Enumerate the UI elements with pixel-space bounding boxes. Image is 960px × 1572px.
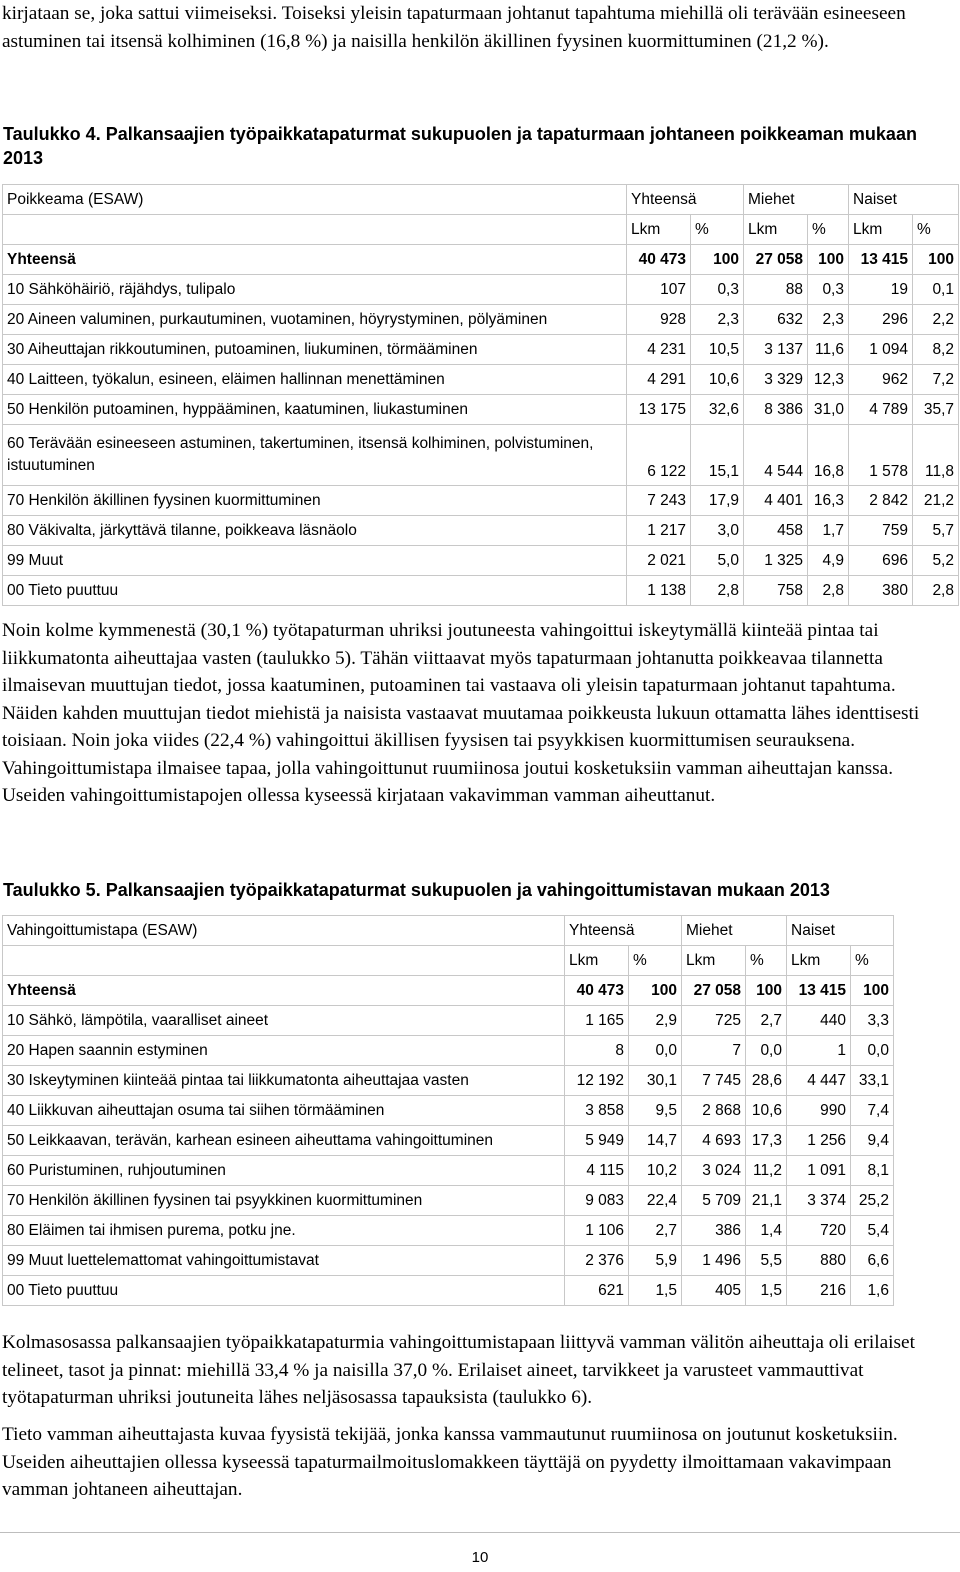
value-cell: 1 094 <box>849 335 913 365</box>
value-cell: 1,5 <box>629 1276 682 1306</box>
row-label: 30 Iskeytyminen kiinteää pintaa tai liikkumatonta aiheuttajaa vasten <box>3 1066 565 1096</box>
value-cell: 0,1 <box>913 275 959 305</box>
table5-subheader: Lkm <box>787 946 851 976</box>
value-cell: 2,8 <box>808 576 849 606</box>
value-cell: 2 376 <box>565 1246 629 1276</box>
table5-caption: Taulukko 5. Palkansaajien työpaikkatapaturmat sukupuolen ja vahingoittumistavan mukaan 2013 <box>3 880 830 900</box>
value-cell: 100 <box>808 245 849 275</box>
value-cell: 1,5 <box>746 1276 787 1306</box>
value-cell: 21,2 <box>913 486 959 516</box>
value-cell: 10,6 <box>691 365 744 395</box>
value-cell: 5,5 <box>746 1246 787 1276</box>
row-label: 99 Muut luettelemattomat vahingoittumistavat <box>3 1246 565 1276</box>
middle-paragraph: Noin kolme kymmenestä (30,1 %) työtapaturman uhriksi joutuneesta vahingoittui iskeytymällä kiinteää pintaa tai liikkumatonta aiheuttajaa vasten (taulukko 5). Tähän viittaavat myös tapaturmaan johtanutta poikkeavaa tilannetta ilmaisevan muuttujan tiedot, jossa kaatuminen, putoaminen tai vastaava oli yleisin tapaturmaan johtanut tapahtuma. Näiden kahden muuttujan tiedot miehistä ja naisista vastaavat muutamaa poikkeusta lukuun ottamatta lähes identtisesti toisiaan. Noin joka viides (22,4 %) vahingoittui äkillisen fyysisen tai psyykkisen kuormittumisen seurauksena. Vahingoittumistapa ilmaisee tapaa, jolla vahingoittunut ruumiinosa joutui kosketuksiin vamman aiheuttajan kanssa. Useiden vahingoittumistapojen ollessa kyseessä kirjataan vakavimman vamman aiheuttanut. <box>2 620 920 806</box>
value-cell: 1,7 <box>808 516 849 546</box>
value-cell: 11,6 <box>808 335 849 365</box>
value-cell: 1,4 <box>746 1216 787 1246</box>
table5-subheader: % <box>629 946 682 976</box>
value-cell: 3 329 <box>744 365 808 395</box>
table-row <box>3 305 959 335</box>
value-cell: 10,5 <box>691 335 744 365</box>
value-cell: 12,3 <box>808 365 849 395</box>
value-cell: 758 <box>744 576 808 606</box>
value-cell: 33,1 <box>851 1066 894 1096</box>
row-label: 70 Henkilön äkillinen fyysinen kuormittuminen <box>3 486 627 516</box>
value-cell: 2 868 <box>682 1096 746 1126</box>
value-cell: 3 858 <box>565 1096 629 1126</box>
value-cell: 40 473 <box>565 976 629 1006</box>
value-cell: 2,7 <box>629 1216 682 1246</box>
value-cell: 2,3 <box>691 305 744 335</box>
row-label: 50 Henkilön putoaminen, hyppääminen, kaatuminen, liukastuminen <box>3 395 627 425</box>
value-cell: 4 447 <box>787 1066 851 1096</box>
table4-subheader: Lkm <box>849 215 913 245</box>
table4-caption: Taulukko 4. Palkansaajien työpaikkatapaturmat sukupuolen ja tapaturmaan johtaneen poikkeaman mukaan 2013 <box>3 124 917 168</box>
table-row <box>3 1216 894 1246</box>
value-cell: 0,0 <box>746 1036 787 1066</box>
value-cell: 5,9 <box>629 1246 682 1276</box>
value-cell: 14,7 <box>629 1126 682 1156</box>
value-cell: 928 <box>627 305 691 335</box>
value-cell: 10,6 <box>746 1096 787 1126</box>
row-label: 00 Tieto puuttuu <box>3 576 627 606</box>
value-cell: 4,9 <box>808 546 849 576</box>
value-cell: 7,2 <box>913 365 959 395</box>
table4-subheader-row <box>3 215 959 245</box>
value-cell: 9,4 <box>851 1126 894 1156</box>
table5-group-header: Yhteensä <box>565 916 682 946</box>
table4-header-row <box>3 185 959 215</box>
table4-group-header: Naiset <box>849 185 959 215</box>
footer-divider <box>0 1532 960 1533</box>
table-row <box>3 516 959 546</box>
value-cell: 19 <box>849 275 913 305</box>
value-cell: 6,6 <box>851 1246 894 1276</box>
value-cell: 990 <box>787 1096 851 1126</box>
value-cell: 3,3 <box>851 1006 894 1036</box>
value-cell: 17,3 <box>746 1126 787 1156</box>
value-cell: 216 <box>787 1276 851 1306</box>
value-cell: 1 138 <box>627 576 691 606</box>
table-row <box>3 1186 894 1216</box>
table-row <box>3 1156 894 1186</box>
value-cell: 1 217 <box>627 516 691 546</box>
table-row <box>3 425 959 486</box>
value-cell: 16,3 <box>808 486 849 516</box>
row-label: 50 Leikkaavan, terävän, karhean esineen aiheuttama vahingoittuminen <box>3 1126 565 1156</box>
value-cell: 9,5 <box>629 1096 682 1126</box>
value-cell: 759 <box>849 516 913 546</box>
table4-group-header: Yhteensä <box>627 185 744 215</box>
value-cell: 31,0 <box>808 395 849 425</box>
value-cell: 0,3 <box>691 275 744 305</box>
value-cell: 2,7 <box>746 1006 787 1036</box>
value-cell: 17,9 <box>691 486 744 516</box>
value-cell: 621 <box>565 1276 629 1306</box>
value-cell: 4 115 <box>565 1156 629 1186</box>
row-label: 80 Väkivalta, järkyttävä tilanne, poikkeava läsnäolo <box>3 516 627 546</box>
value-cell: 27 058 <box>682 976 746 1006</box>
value-cell: 962 <box>849 365 913 395</box>
value-cell: 13 415 <box>849 245 913 275</box>
table-row <box>3 275 959 305</box>
table4-label-header: Poikkeama (ESAW) <box>3 185 627 215</box>
row-label: 99 Muut <box>3 546 627 576</box>
value-cell: 21,1 <box>746 1186 787 1216</box>
table-row <box>3 335 959 365</box>
value-cell: 100 <box>851 976 894 1006</box>
table4-subheader: % <box>808 215 849 245</box>
value-cell: 296 <box>849 305 913 335</box>
row-label: 60 Puristuminen, ruhjoutuminen <box>3 1156 565 1186</box>
row-label: 10 Sähköhäiriö, räjähdys, tulipalo <box>3 275 627 305</box>
value-cell: 8,2 <box>913 335 959 365</box>
value-cell: 10,2 <box>629 1156 682 1186</box>
value-cell: 4 789 <box>849 395 913 425</box>
value-cell: 2,2 <box>913 305 959 335</box>
value-cell: 1 165 <box>565 1006 629 1036</box>
value-cell: 880 <box>787 1246 851 1276</box>
value-cell: 25,2 <box>851 1186 894 1216</box>
table-row <box>3 546 959 576</box>
table5-subheader: Lkm <box>682 946 746 976</box>
value-cell: 5,7 <box>913 516 959 546</box>
value-cell: 88 <box>744 275 808 305</box>
value-cell: 725 <box>682 1006 746 1036</box>
value-cell: 386 <box>682 1216 746 1246</box>
table5-group-header: Naiset <box>787 916 894 946</box>
table5-subheader: % <box>746 946 787 976</box>
table4-subheader: % <box>913 215 959 245</box>
value-cell: 27 058 <box>744 245 808 275</box>
table5-empty-cell <box>3 946 565 976</box>
value-cell: 6 122 <box>627 425 691 486</box>
table5-group-header: Miehet <box>682 916 787 946</box>
row-label: Yhteensä <box>3 976 565 1006</box>
table-row <box>3 365 959 395</box>
row-label: 40 Liikkuvan aiheuttajan osuma tai siihen törmääminen <box>3 1096 565 1126</box>
value-cell: 107 <box>627 275 691 305</box>
row-label: 60 Terävään esineeseen astuminen, takertuminen, itsensä kolhiminen, polvistuminen, istuutuminen <box>3 425 627 486</box>
value-cell: 8 386 <box>744 395 808 425</box>
table5-header-row <box>3 916 894 946</box>
value-cell: 1 578 <box>849 425 913 486</box>
value-cell: 0,0 <box>629 1036 682 1066</box>
value-cell: 3 024 <box>682 1156 746 1186</box>
value-cell: 4 231 <box>627 335 691 365</box>
table-row <box>3 1276 894 1306</box>
value-cell: 1 496 <box>682 1246 746 1276</box>
value-cell: 405 <box>682 1276 746 1306</box>
value-cell: 2 021 <box>627 546 691 576</box>
table4-subheader: % <box>691 215 744 245</box>
value-cell: 0,3 <box>808 275 849 305</box>
value-cell: 2,8 <box>913 576 959 606</box>
value-cell: 7 243 <box>627 486 691 516</box>
value-cell: 3 374 <box>787 1186 851 1216</box>
value-cell: 696 <box>849 546 913 576</box>
value-cell: 16,8 <box>808 425 849 486</box>
value-cell: 4 693 <box>682 1126 746 1156</box>
value-cell: 5 949 <box>565 1126 629 1156</box>
value-cell: 100 <box>691 245 744 275</box>
table4-subheader: Lkm <box>627 215 691 245</box>
row-label: 20 Aineen valuminen, purkautuminen, vuotaminen, höyrystyminen, pölyäminen <box>3 305 627 335</box>
value-cell: 5,0 <box>691 546 744 576</box>
row-label: 40 Laitteen, työkalun, esineen, eläimen hallinnan menettäminen <box>3 365 627 395</box>
value-cell: 3 137 <box>744 335 808 365</box>
value-cell: 8,1 <box>851 1156 894 1186</box>
value-cell: 632 <box>744 305 808 335</box>
table-row <box>3 486 959 516</box>
row-label: 70 Henkilön äkillinen fyysinen tai psyykkinen kuormittuminen <box>3 1186 565 1216</box>
table5-label-header: Vahingoittumistapa (ESAW) <box>3 916 565 946</box>
value-cell: 5,2 <box>913 546 959 576</box>
value-cell: 2,9 <box>629 1006 682 1036</box>
value-cell: 5 709 <box>682 1186 746 1216</box>
row-label: Yhteensä <box>3 245 627 275</box>
value-cell: 8 <box>565 1036 629 1066</box>
table5-subheader: % <box>851 946 894 976</box>
value-cell: 13 415 <box>787 976 851 1006</box>
row-label: 20 Hapen saannin estyminen <box>3 1036 565 1066</box>
row-label: 80 Eläimen tai ihmisen purema, potku jne. <box>3 1216 565 1246</box>
value-cell: 1 256 <box>787 1126 851 1156</box>
table-row <box>3 1246 894 1276</box>
value-cell: 15,1 <box>691 425 744 486</box>
value-cell: 4 544 <box>744 425 808 486</box>
table5-subheader: Lkm <box>565 946 629 976</box>
value-cell: 2,8 <box>691 576 744 606</box>
value-cell: 1,6 <box>851 1276 894 1306</box>
row-label: 00 Tieto puuttuu <box>3 1276 565 1306</box>
value-cell: 0,0 <box>851 1036 894 1066</box>
table4-empty-cell <box>3 215 627 245</box>
value-cell: 40 473 <box>627 245 691 275</box>
table-row <box>3 976 894 1006</box>
value-cell: 13 175 <box>627 395 691 425</box>
table-row <box>3 1006 894 1036</box>
value-cell: 100 <box>913 245 959 275</box>
page-number: 10 <box>471 1549 489 1566</box>
table-row <box>3 1126 894 1156</box>
value-cell: 7 745 <box>682 1066 746 1096</box>
table-row <box>3 245 959 275</box>
value-cell: 7 <box>682 1036 746 1066</box>
value-cell: 11,2 <box>746 1156 787 1186</box>
value-cell: 720 <box>787 1216 851 1246</box>
value-cell: 458 <box>744 516 808 546</box>
value-cell: 28,6 <box>746 1066 787 1096</box>
value-cell: 11,8 <box>913 425 959 486</box>
value-cell: 100 <box>629 976 682 1006</box>
value-cell: 2,3 <box>808 305 849 335</box>
table4-group-header: Miehet <box>744 185 849 215</box>
table-row <box>3 1096 894 1126</box>
value-cell: 100 <box>746 976 787 1006</box>
value-cell: 4 401 <box>744 486 808 516</box>
table-row <box>3 395 959 425</box>
end-paragraph-2: Tieto vamman aiheuttajasta kuvaa fyysistä tekijää, jonka kanssa vammautunut ruumiinosa on joutunut kosketuksiin. Useiden aiheuttajien ollessa kyseessä tapaturmailmoituslomakkeen täyttäjä on pyydetty ilmoittamaan vakavimpaan vamman johtaneen aiheuttajan. <box>2 1424 898 1500</box>
value-cell: 3,0 <box>691 516 744 546</box>
table5 <box>2 915 894 1306</box>
value-cell: 2 842 <box>849 486 913 516</box>
intro-paragraph: kirjataan se, joka sattui viimeiseksi. Toiseksi yleisin tapaturmaan johtanut tapahtuma miehillä oli terävään esineeseen astuminen tai itsensä kolhiminen (16,8 %) ja naisilla henkilön äkillinen fyysinen kuormittuminen (21,2 %). <box>2 3 906 52</box>
value-cell: 440 <box>787 1006 851 1036</box>
value-cell: 1 <box>787 1036 851 1066</box>
row-label: 30 Aiheuttajan rikkoutuminen, putoaminen, liukuminen, törmääminen <box>3 335 627 365</box>
value-cell: 9 083 <box>565 1186 629 1216</box>
value-cell: 7,4 <box>851 1096 894 1126</box>
end-paragraph-1: Kolmasosassa palkansaajien työpaikkatapaturmia vahingoittumistapaan liittyvä vamman välitön aiheuttaja oli erilaiset telineet, tasot ja pinnat: miehillä 33,4 % ja naisilla 37,0 %. Erilaiset aineet, tarvikkeet ja varusteet vammauttivat työtapaturman uhriksi joutuneita lähes neljäsosassa tapauksista (taulukko 6). <box>2 1332 915 1408</box>
table-row <box>3 1066 894 1096</box>
table4 <box>2 184 959 606</box>
value-cell: 35,7 <box>913 395 959 425</box>
value-cell: 1 106 <box>565 1216 629 1246</box>
value-cell: 4 291 <box>627 365 691 395</box>
table4-subheader: Lkm <box>744 215 808 245</box>
value-cell: 12 192 <box>565 1066 629 1096</box>
value-cell: 22,4 <box>629 1186 682 1216</box>
value-cell: 32,6 <box>691 395 744 425</box>
value-cell: 380 <box>849 576 913 606</box>
table-row <box>3 576 959 606</box>
table5-subheader-row <box>3 946 894 976</box>
row-label: 10 Sähkö, lämpötila, vaaralliset aineet <box>3 1006 565 1036</box>
value-cell: 5,4 <box>851 1216 894 1246</box>
value-cell: 1 091 <box>787 1156 851 1186</box>
value-cell: 30,1 <box>629 1066 682 1096</box>
value-cell: 1 325 <box>744 546 808 576</box>
table-row <box>3 1036 894 1066</box>
